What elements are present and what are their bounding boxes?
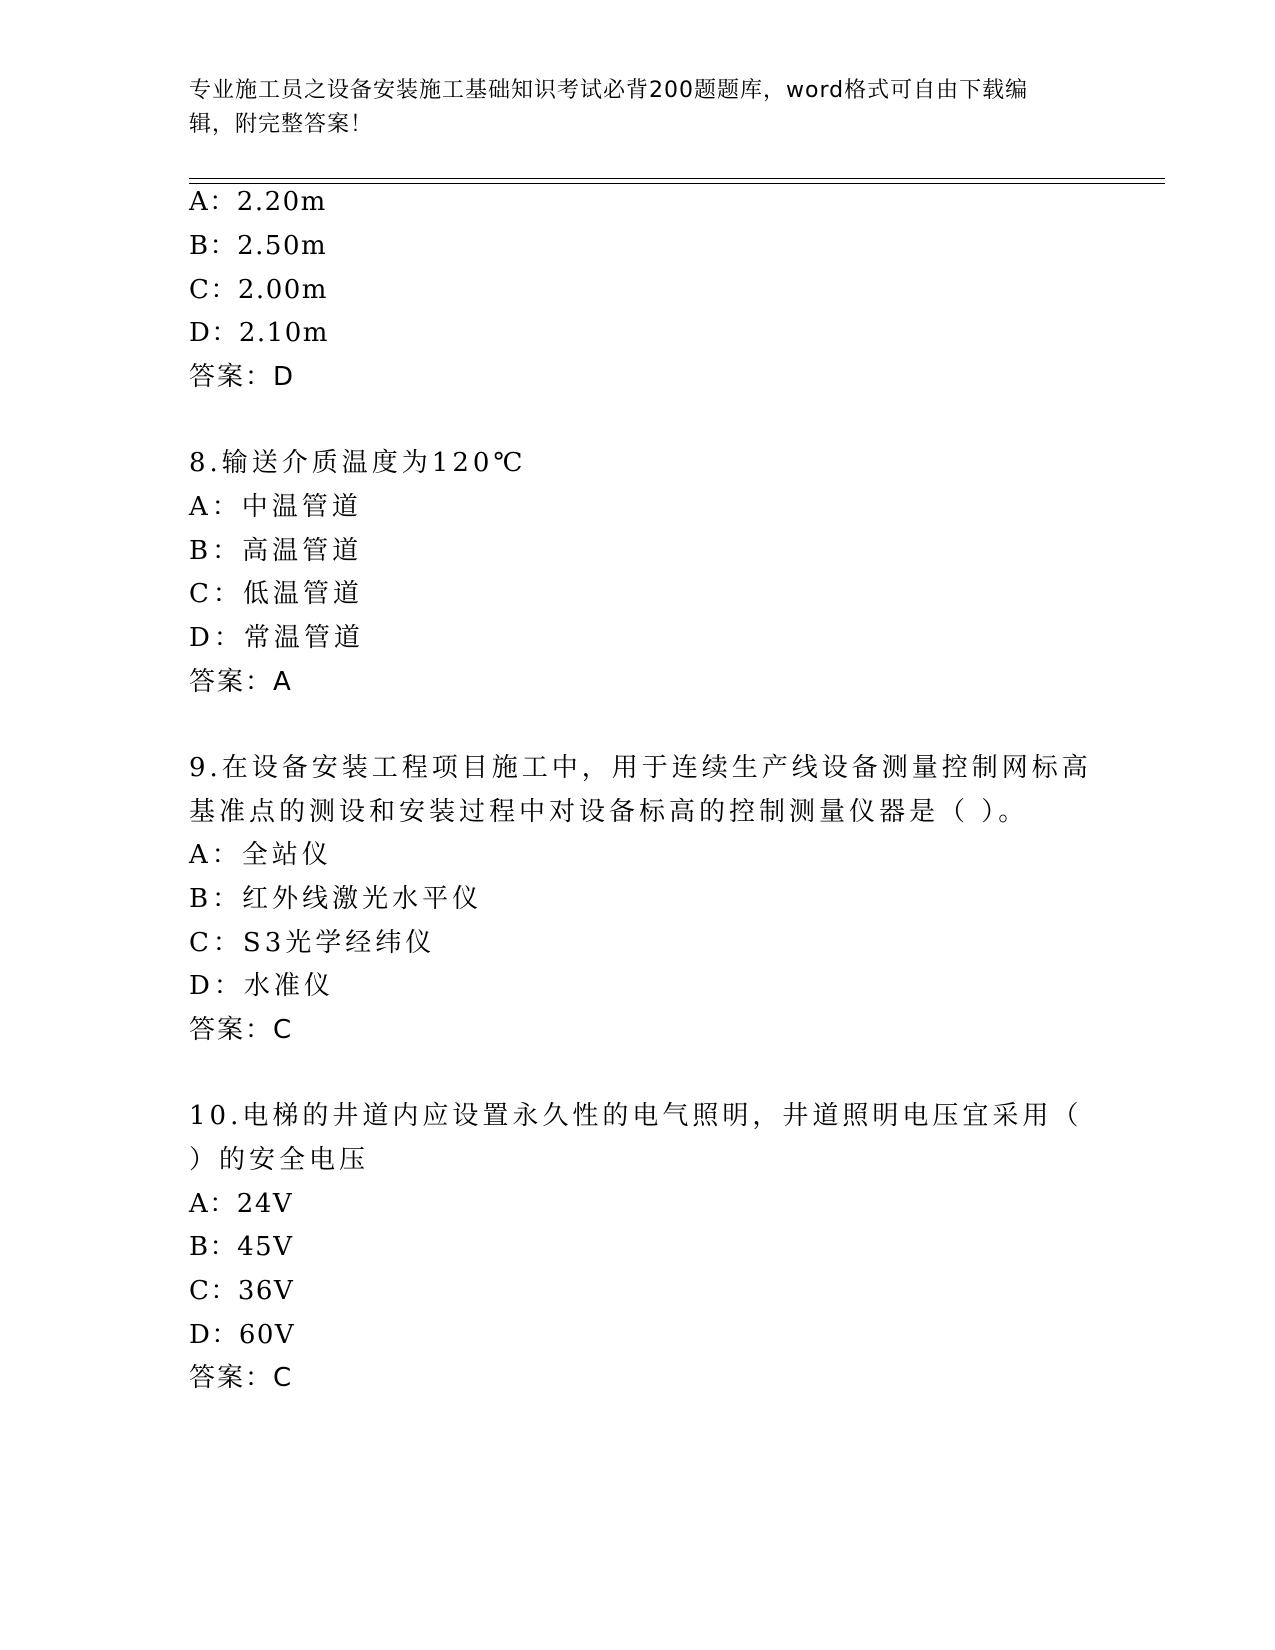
q10-stem-line-1: 10.电梯的井道内应设置永久性的电气照明，井道照明电压宜采用（ — [189, 1101, 1083, 1131]
q9-option-b: B：红外线激光水平仪 — [189, 884, 483, 914]
q9-option-a: A：全站仪 — [189, 840, 332, 870]
q8-option-d: D：常温管道 — [189, 623, 364, 653]
q9-answer: 答案：C — [189, 1015, 294, 1045]
q10-stem-line-2: ）的安全电压 — [189, 1145, 370, 1175]
q8-option-c: C：低温管道 — [189, 579, 363, 609]
q10-option-c: C：36V — [189, 1276, 295, 1306]
q9-option-d: D：水准仪 — [189, 971, 334, 1001]
q10-answer: 答案：C — [189, 1363, 294, 1393]
document-header: 专业施工员之设备安装施工基础知识考试必背200题题库，word格式可自由下载编辑，附完整答案！ — [189, 78, 1029, 137]
q7-option-c: C：2.00m — [189, 275, 328, 305]
q9-stem-line-1: 9.在设备安装工程项目施工中，用于连续生产线设备测量控制网标高 — [189, 753, 1092, 783]
q7-option-d: D：2.10m — [189, 318, 329, 348]
q9-option-c: C：S3光学经纬仪 — [189, 928, 436, 958]
q8-option-a: A：中温管道 — [189, 492, 362, 522]
header-rule-top — [189, 178, 1165, 179]
header-rule-bottom — [189, 183, 1165, 184]
q7-option-b: B：2.50m — [189, 231, 328, 261]
q7-option-a: A：2.20m — [189, 187, 327, 217]
q8-option-b: B：高温管道 — [189, 536, 363, 566]
q8-answer: 答案：A — [189, 667, 293, 697]
q9-stem-line-2: 基准点的测设和安装过程中对设备标高的控制测量仪器是（ ）。 — [189, 797, 1029, 827]
q10-option-d: D：60V — [189, 1320, 296, 1350]
q10-option-a: A：24V — [189, 1189, 294, 1219]
q7-answer: 答案：D — [189, 362, 296, 392]
q10-option-b: B：45V — [189, 1232, 294, 1262]
q8-stem: 8.输送介质温度为120℃ — [189, 448, 527, 478]
